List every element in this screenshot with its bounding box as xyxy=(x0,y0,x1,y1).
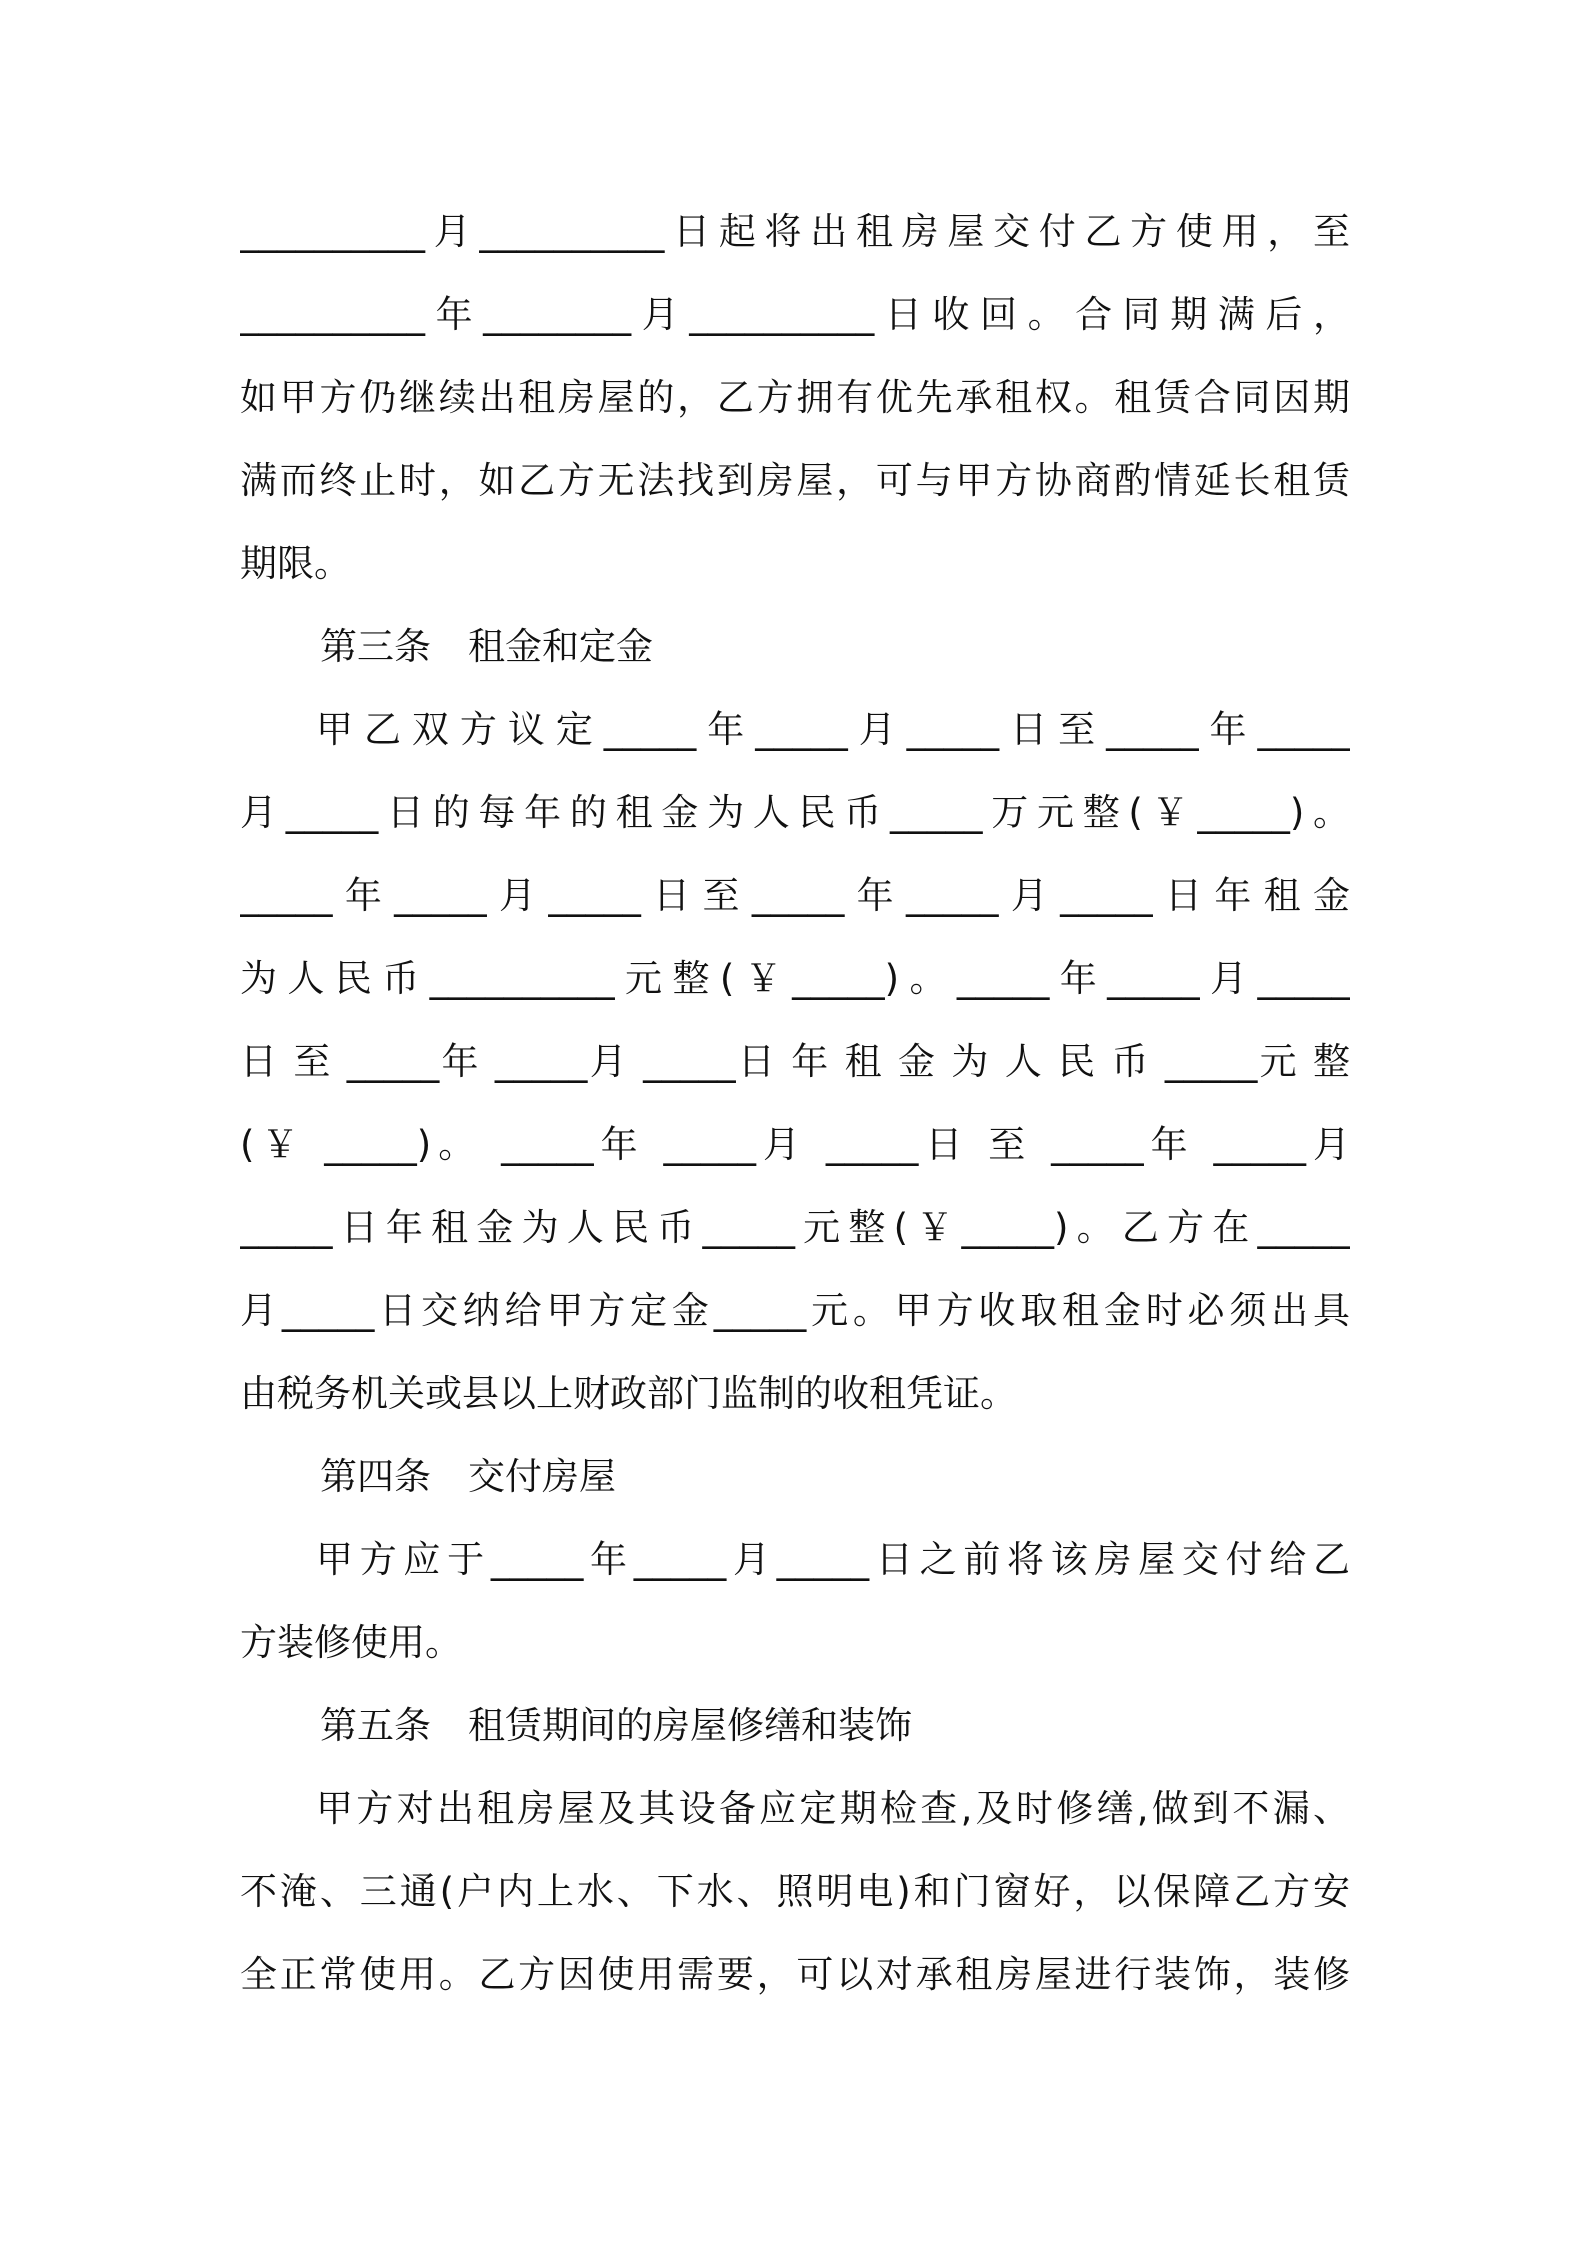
paragraph-line: _____日年租金为人民币_____元整(￥_____)。乙方在_____ xyxy=(240,1206,1350,1249)
section-heading-article-5: 第五条 租赁期间的房屋修缮和装饰 xyxy=(320,1704,912,1747)
paragraph-line: 不淹、三通(户内上水、下水、照明电)和门窗好，以保障乙方安 xyxy=(240,1870,1350,1913)
paragraph-line: __________月__________日起将出租房屋交付乙方使用，至 xyxy=(240,210,1350,253)
paragraph-line: 期限。 xyxy=(240,542,351,585)
paragraph-line: 由税务机关或县以上财政部门监制的收租凭证。 xyxy=(240,1372,1017,1415)
paragraph-line: 甲方应于_____年_____月_____日之前将该房屋交付给乙 xyxy=(316,1538,1350,1581)
paragraph-line: 甲方对出租房屋及其设备应定期检查,及时修缮,做到不漏、 xyxy=(316,1787,1350,1830)
paragraph-line: 满而终止时，如乙方无法找到房屋，可与甲方协商酌情延长租赁 xyxy=(240,459,1350,502)
section-heading-article-4: 第四条 交付房屋 xyxy=(320,1455,616,1498)
paragraph-line: 日 至 _____年 _____月 _____日 年 租 金 为 人 民 币 _____元 整 xyxy=(240,1040,1350,1083)
paragraph-line: __________年________月__________日收回。合同期满后， xyxy=(240,293,1350,336)
paragraph-line: 全正常使用。乙方因使用需要，可以对承租房屋进行装饰，装修 xyxy=(240,1953,1350,1996)
paragraph-line: 方装修使用。 xyxy=(240,1621,462,1664)
paragraph-line: 为人民币__________元整(￥_____)。_____年_____月_____ xyxy=(240,957,1350,1000)
paragraph-line: _____年_____月_____日至_____年_____月_____日年租金 xyxy=(240,874,1350,917)
section-heading-article-3: 第三条 租金和定金 xyxy=(320,625,653,668)
paragraph-line: (￥ _____)。 _____年 _____月 _____日 至 _____年 _____月 xyxy=(240,1123,1350,1166)
document-body xyxy=(240,190,1350,2016)
paragraph-line: 如甲方仍继续出租房屋的，乙方拥有优先承租权。租赁合同因期 xyxy=(240,376,1350,419)
paragraph-line: 甲乙双方议定_____年_____月_____日至_____年_____ xyxy=(316,708,1350,751)
paragraph-line: 月_____日的每年的租金为人民币_____万元整(￥_____)。 xyxy=(240,791,1350,834)
paragraph-line: 月_____日交纳给甲方定金_____元。甲方收取租金时必须出具 xyxy=(240,1289,1350,1332)
